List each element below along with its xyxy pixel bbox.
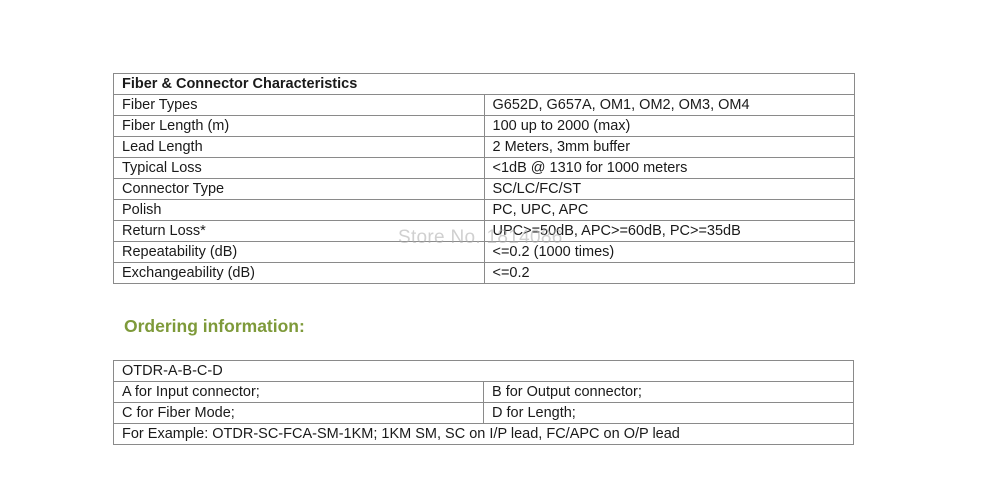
row-label: Connector Type xyxy=(114,179,485,200)
row-label: Fiber Length (m) xyxy=(114,116,485,137)
ordering-example: For Example: OTDR-SC-FCA-SM-1KM; 1KM SM, SC on I/P lead, FC/APC on O/P lead xyxy=(114,424,854,445)
row-value: UPC>=50dB, APC>=60dB, PC>=35dB xyxy=(484,221,855,242)
row-value: <=0.2 (1000 times) xyxy=(484,242,855,263)
table-row xyxy=(114,361,854,382)
fiber-mode-desc: C for Fiber Mode; xyxy=(114,403,484,424)
row-value: <=0.2 xyxy=(484,263,855,284)
ordering-information-title: Ordering information: xyxy=(124,316,305,336)
row-label: Exchangeability (dB) xyxy=(114,263,485,284)
row-value: <1dB @ 1310 for 1000 meters xyxy=(484,158,855,179)
row-value: G652D, G657A, OM1, OM2, OM3, OM4 xyxy=(484,95,855,116)
row-label: Return Loss* xyxy=(114,221,485,242)
row-label: Typical Loss xyxy=(114,158,485,179)
model-code: OTDR-A-B-C-D xyxy=(114,361,854,382)
table-row xyxy=(114,179,855,200)
row-value: PC, UPC, APC xyxy=(484,200,855,221)
table-row xyxy=(114,158,855,179)
row-value: SC/LC/FC/ST xyxy=(484,179,855,200)
table-row xyxy=(114,200,855,221)
table-row xyxy=(114,242,855,263)
length-desc: D for Length; xyxy=(484,403,854,424)
table-row xyxy=(114,403,854,424)
input-connector-desc: A for Input connector; xyxy=(114,382,484,403)
ordering-information-table xyxy=(113,360,854,445)
table-row xyxy=(114,263,855,284)
table-row xyxy=(114,382,854,403)
store-watermark: Store No. 1814086 xyxy=(398,227,563,248)
table-row xyxy=(114,95,855,116)
row-label: Fiber Types xyxy=(114,95,485,116)
table-row xyxy=(114,137,855,158)
table-heading: Fiber & Connector Characteristics xyxy=(114,74,855,95)
output-connector-desc: B for Output connector; xyxy=(484,382,854,403)
table-row xyxy=(114,221,855,242)
table-row xyxy=(114,424,854,445)
row-label: Polish xyxy=(114,200,485,221)
fiber-connector-characteristics-table xyxy=(113,73,855,284)
row-label: Repeatability (dB) xyxy=(114,242,485,263)
table-header-row xyxy=(114,74,855,95)
row-label: Lead Length xyxy=(114,137,485,158)
table-row xyxy=(114,116,855,137)
row-value: 2 Meters, 3mm buffer xyxy=(484,137,855,158)
row-value: 100 up to 2000 (max) xyxy=(484,116,855,137)
